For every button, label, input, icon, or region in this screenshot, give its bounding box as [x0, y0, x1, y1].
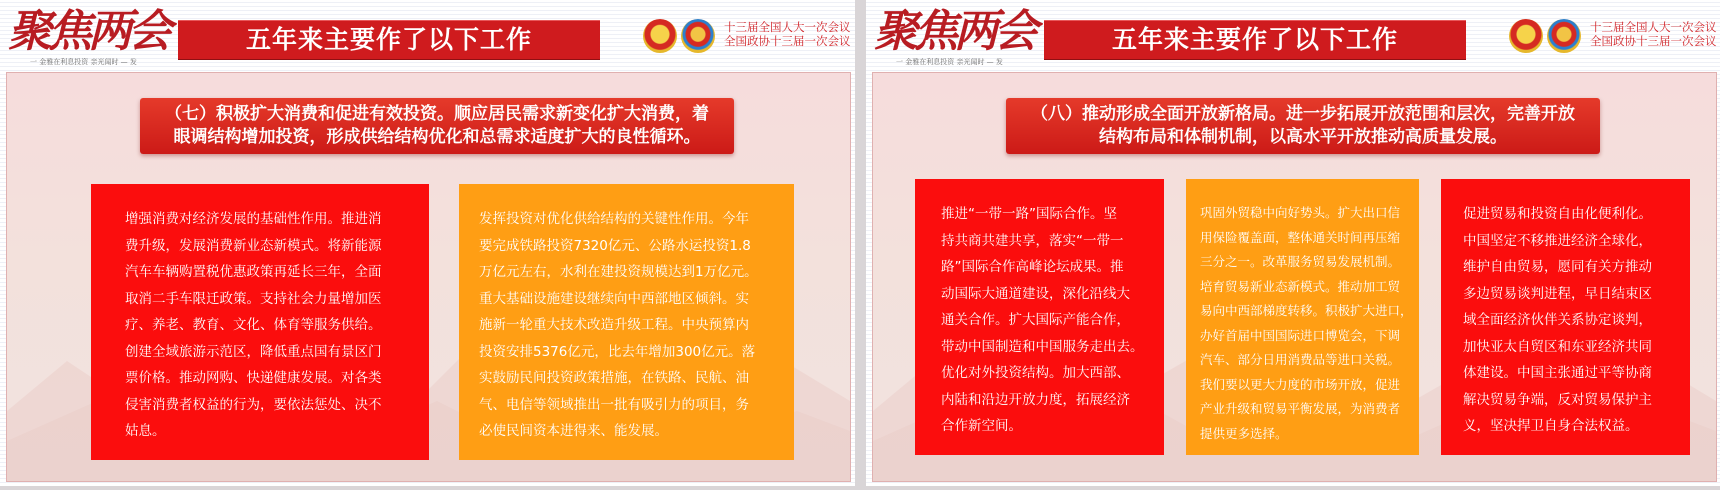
- box-line: 易向中西部梯度转移。积极扩大进口，: [1200, 303, 1413, 318]
- meeting-label: [1590, 20, 1720, 48]
- box-line: 气、电信等领域推出一批有吸引力的项目，务: [479, 396, 749, 413]
- cppcc-emblem-icon: [1547, 19, 1581, 53]
- box-line: 带动中国制造和中国服务走出去。: [941, 338, 1144, 355]
- box-line: 促进贸易和投资自由化便利化。: [1463, 206, 1652, 222]
- box-line: 合作新空间。: [941, 418, 1022, 434]
- page-title: 五年来主要作了以下工作: [1044, 20, 1466, 60]
- box-line: 产业升级和贸易平衡发展，为消费者: [1200, 401, 1401, 416]
- box-line: 多边贸易谈判进程，早日结束区: [1463, 285, 1652, 302]
- logo-subtitle: 一 金雅在利息投资 亲光闻时 — 发: [896, 58, 1003, 66]
- national-emblem-icon: [1509, 19, 1543, 53]
- box-line: 票价格。推动网购、快递健康发展。对各类: [125, 370, 382, 386]
- box-line: 推进“一带一路”国际合作。坚: [941, 206, 1117, 222]
- box-line: 通关合作。扩大国际产能合作，: [941, 312, 1130, 328]
- box-line: 培育贸易新业态新模式。推动加工贸: [1200, 278, 1401, 294]
- box-line: 汽车车辆购置税优惠政策再延长三年，全面: [125, 264, 382, 280]
- box-line: 三分之一。改革服务贸易发展机制。: [1200, 254, 1401, 269]
- headline-line-1: （七）积极扩大消费和促进有效投资。顺应居民需求新变化扩大消费，着: [165, 104, 709, 124]
- logo: [8, 4, 168, 66]
- page-title: 五年来主要作了以下工作: [178, 20, 600, 60]
- box-line: 中国坚定不移推进经济全球化，: [1463, 232, 1652, 249]
- box-line: 巩固外贸稳中向好势头。扩大出口信: [1200, 205, 1401, 220]
- box-line: 投资安排5376亿元，比去年增加300亿元。落: [479, 343, 756, 360]
- box-line: 姑息。: [125, 423, 166, 439]
- section-headline: [1006, 98, 1600, 154]
- meeting-label: [724, 20, 854, 48]
- slide-divider: [855, 0, 866, 490]
- box-line: 汽车、部分日用消费品等进口关税。: [1200, 352, 1401, 367]
- meeting-line-2: 全国政协十三届一次会议: [1590, 34, 1717, 48]
- logo: [874, 4, 1034, 66]
- box-line: 加快亚太自贸区和东亚经济共同: [1463, 338, 1652, 355]
- box-line: 创建全域旅游示范区，降低重点国有景区门: [125, 343, 382, 360]
- box-line: 费升级，发展消费新业态新模式。将新能源: [125, 237, 382, 254]
- box-line: 施新一轮重大技术改造升级工程。中央预算内: [479, 317, 749, 333]
- box-line: 实鼓励民间投资政策措施，在铁路、民航、油: [479, 370, 749, 386]
- box-line: 提供更多选择。: [1200, 425, 1288, 441]
- meeting-line-2: 全国政协十三届一次会议: [724, 34, 851, 48]
- box-line: 内陆和沿边开放力度，拓展经济: [941, 391, 1130, 408]
- box-line: 用保险覆盖面，整体通关时间再压缩: [1200, 229, 1401, 245]
- box-line: 我们要以更大力度的市场开放，促进: [1200, 376, 1401, 392]
- meeting-line-1: 十三届全国人大一次会议: [724, 20, 851, 34]
- box-line: 义，坚决捍卫自身合法权益。: [1463, 418, 1639, 434]
- box-line: 维护自由贸易，愿同有关方推动: [1463, 259, 1652, 275]
- content-panel: [872, 72, 1717, 482]
- section-headline: [140, 98, 734, 154]
- box-line: 重大基础设施建设继续向中西部地区倾斜。实: [479, 290, 749, 307]
- belt-and-road-box: [915, 179, 1164, 455]
- slide-right[interactable]: [866, 0, 1720, 486]
- national-emblem-icon: [643, 19, 677, 53]
- box-line: 发挥投资对优化供给结构的关键性作用。今年: [479, 211, 749, 227]
- foreign-trade-box: [1186, 179, 1419, 455]
- headline-line-2: 眼调结构增加投资，形成供给结构优化和总需求适度扩大的良性循环。: [173, 127, 701, 147]
- box-line: 持共商共建共享，落实“一带一: [941, 232, 1124, 249]
- box-line: 侵害消费者权益的行为，要依法惩处、决不: [125, 396, 382, 413]
- cppcc-emblem-icon: [681, 19, 715, 53]
- logo-subtitle: 一 金雅在利息投资 亲光闻时 — 发: [30, 58, 137, 66]
- box-line: 优化对外投资结构。加大西部、: [941, 365, 1130, 381]
- box-line: 要完成铁路投资7320亿元、公路水运投资1.8: [479, 237, 751, 254]
- box-line: 办好首届中国国际进口博览会，下调: [1200, 327, 1401, 343]
- logo-text: 聚焦两会: [8, 6, 168, 57]
- box-line: 必使民间资本进得来、能发展。: [479, 423, 668, 439]
- box-line: 域全面经济伙伴关系协定谈判，: [1463, 312, 1652, 328]
- slide-left[interactable]: [0, 0, 855, 486]
- slide-header: [866, 0, 1720, 70]
- investment-box: [459, 184, 794, 460]
- headline-line-1: （八）推动形成全面开放新格局。进一步拓展开放范围和层次，完善开放: [1031, 104, 1575, 124]
- box-line: 路”国际合作高峰论坛成果。推: [941, 259, 1124, 275]
- box-line: 增强消费对经济发展的基础性作用。推进消: [125, 211, 382, 227]
- trade-liberalization-box: [1441, 179, 1690, 455]
- slide-header: [0, 0, 855, 70]
- box-line: 取消二手车限迁政策。支持社会力量增加医: [125, 290, 382, 307]
- box-line: 体建设。中国主张通过平等协商: [1463, 365, 1652, 381]
- meeting-line-1: 十三届全国人大一次会议: [1590, 20, 1717, 34]
- box-line: 疗、养老、教育、文化、体育等服务供给。: [125, 317, 382, 333]
- box-line: 万亿元左右，水利在建投资规模达到1万亿元。: [479, 264, 758, 280]
- box-line: 动国际大通道建设，深化沿线大: [941, 285, 1130, 302]
- consumption-box: [91, 184, 429, 460]
- logo-text: 聚焦两会: [874, 6, 1034, 57]
- headline-line-2: 结构布局和体制机制，以高水平开放推动高质量发展。: [1099, 127, 1507, 147]
- box-line: 解决贸易争端，反对贸易保护主: [1463, 391, 1652, 408]
- content-panel: [6, 72, 851, 482]
